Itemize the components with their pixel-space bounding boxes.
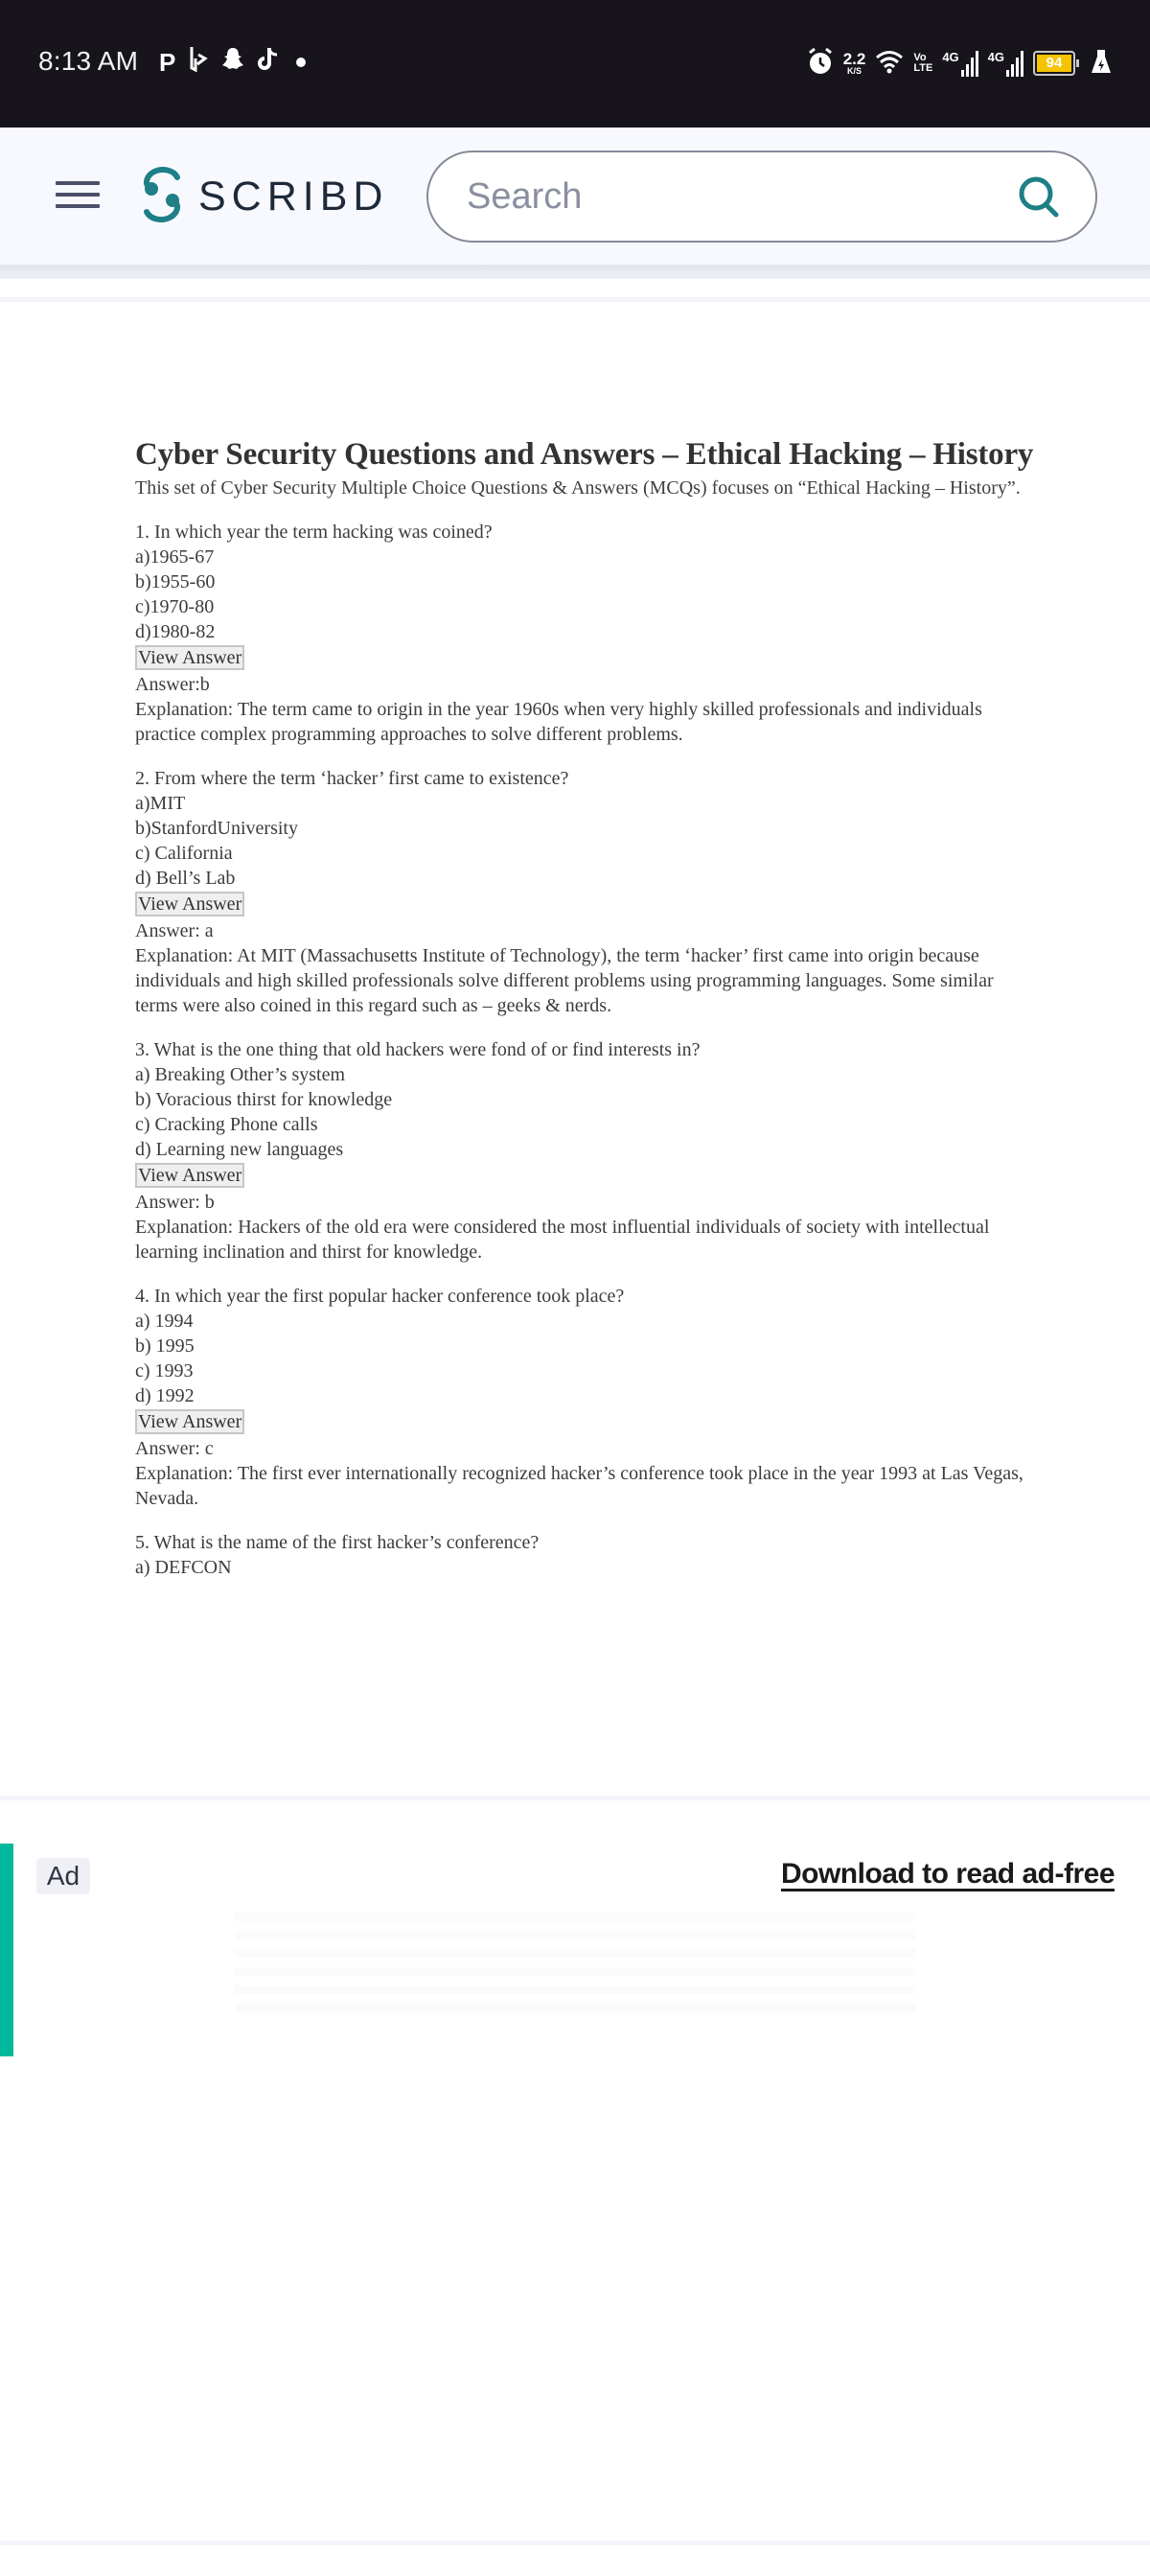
search-button[interactable]: [1015, 173, 1063, 220]
network-speed: 2.2 K/S: [842, 50, 866, 76]
divider: [0, 297, 1150, 302]
answer-text: Answer: b: [135, 1192, 215, 1213]
hamburger-line: [56, 181, 100, 185]
explanation-text: Explanation: The first ever internationally recognized hacker’s conference took place in the year 1993 at Las Vegas, Nevada.: [135, 1463, 1024, 1509]
menu-button[interactable]: [56, 181, 100, 212]
scribd-logo[interactable]: [139, 166, 388, 227]
battery-level: 94: [1037, 55, 1071, 72]
search-icon: [1017, 174, 1061, 219]
option-c: c) Cracking Phone calls: [135, 1114, 318, 1135]
document-page: [135, 436, 1036, 1580]
clock: 8:13 AM: [38, 46, 139, 76]
question-text: 4. In which year the first popular hacker conference took place?: [135, 1286, 625, 1307]
question-block-1: [135, 520, 1036, 747]
option-a: a)MIT: [135, 793, 186, 814]
answer-text: Answer: a: [135, 920, 214, 941]
option-d: d) Bell’s Lab: [135, 868, 236, 889]
pinterest-icon: P: [159, 48, 176, 77]
option-d: d)1980-82: [135, 621, 216, 642]
view-answer-button[interactable]: View Answer: [135, 892, 244, 917]
question-text: 5. What is the name of the first hacker’s conference?: [135, 1532, 540, 1553]
view-answer-button[interactable]: View Answer: [135, 1163, 244, 1188]
battery-icon: [1033, 51, 1075, 76]
ad-badge: Ad: [36, 1858, 90, 1894]
sim1-signal: 4G: [942, 50, 978, 77]
search-bar[interactable]: [426, 151, 1097, 243]
search-input[interactable]: [467, 176, 1015, 218]
signal-bars-icon: [1006, 50, 1024, 77]
signal-bars-icon: [961, 50, 978, 77]
notification-icons: [159, 46, 306, 79]
option-b: b) Voracious thirst for knowledge: [135, 1089, 393, 1110]
question-text: 3. What is the one thing that old hackers were fond of or find interests in?: [135, 1039, 701, 1060]
document-intro: This set of Cyber Security Multiple Choice Questions & Answers (MCQs) focuses on “Ethical Hacking – History”.: [135, 477, 1021, 499]
alarm-icon: [807, 47, 834, 81]
brand-name: SCRIBD: [198, 173, 389, 220]
volte-indicator: Vo LTE: [913, 52, 933, 74]
option-c: c) California: [135, 843, 233, 864]
bing-icon: [189, 45, 208, 80]
option-d: d) Learning new languages: [135, 1139, 344, 1160]
ad-accent-bar: [0, 1844, 13, 2056]
hamburger-line: [56, 193, 100, 197]
explanation-text: Explanation: The term came to origin in the year 1960s when very highly skilled professionals and individuals practice complex programming approaches to solve different problems.: [135, 699, 982, 745]
option-b: b) 1995: [135, 1335, 195, 1357]
snapchat-icon: [221, 46, 244, 79]
answer-text: Answer: c: [135, 1438, 214, 1459]
ad-placeholder: [235, 1913, 915, 2028]
wifi-icon: [875, 49, 904, 79]
tiktok-icon: [258, 46, 279, 79]
document-title: Cyber Security Questions and Answers – Ethical Hacking – History: [135, 437, 1034, 472]
divider: [0, 1796, 1150, 1800]
header-shadow: [0, 266, 1150, 279]
question-text: 2. From where the term ‘hacker’ first came to existence?: [135, 768, 569, 789]
charging-flask-icon: [1091, 48, 1112, 80]
more-notifications-dot-icon: [296, 58, 306, 67]
option-a: a) DEFCON: [135, 1557, 232, 1578]
scribd-logo-icon: [139, 166, 185, 228]
option-d: d) 1992: [135, 1385, 195, 1406]
divider: [0, 2541, 1150, 2545]
question-block-3: [135, 1037, 1036, 1265]
download-ad-free-link[interactable]: Download to read ad-free: [780, 1858, 1115, 1890]
question-block-2: [135, 766, 1036, 1018]
sim2-signal: 4G: [988, 50, 1024, 77]
explanation-text: Explanation: At MIT (Massachusetts Institute of Technology), the term ‘hacker’ first came into origin because individuals and high skilled professionals solve different problems using programming languages. Some similar terms were also coined in this regard such as – geeks & nerds.: [135, 945, 994, 1016]
question-block-5: [135, 1530, 1036, 1580]
site-header: [0, 128, 1150, 266]
option-b: b)StanfordUniversity: [135, 818, 298, 839]
option-a: a)1965-67: [135, 546, 215, 568]
hamburger-line: [56, 204, 100, 208]
explanation-text: Explanation: Hackers of the old era were considered the most influential individuals of society with intellectual learning inclination and thirst for knowledge.: [135, 1217, 990, 1263]
option-c: c) 1993: [135, 1360, 194, 1381]
option-a: a) Breaking Other’s system: [135, 1064, 346, 1085]
question-text: 1. In which year the term hacking was coined?: [135, 522, 493, 543]
system-icons: [807, 46, 1112, 81]
question-block-4: [135, 1284, 1036, 1511]
status-bar: [0, 0, 1150, 128]
answer-text: Answer:b: [135, 674, 210, 695]
option-c: c)1970-80: [135, 596, 215, 617]
view-answer-button[interactable]: View Answer: [135, 645, 244, 670]
option-b: b)1955-60: [135, 571, 216, 592]
view-answer-button[interactable]: View Answer: [135, 1409, 244, 1434]
option-a: a) 1994: [135, 1311, 194, 1332]
